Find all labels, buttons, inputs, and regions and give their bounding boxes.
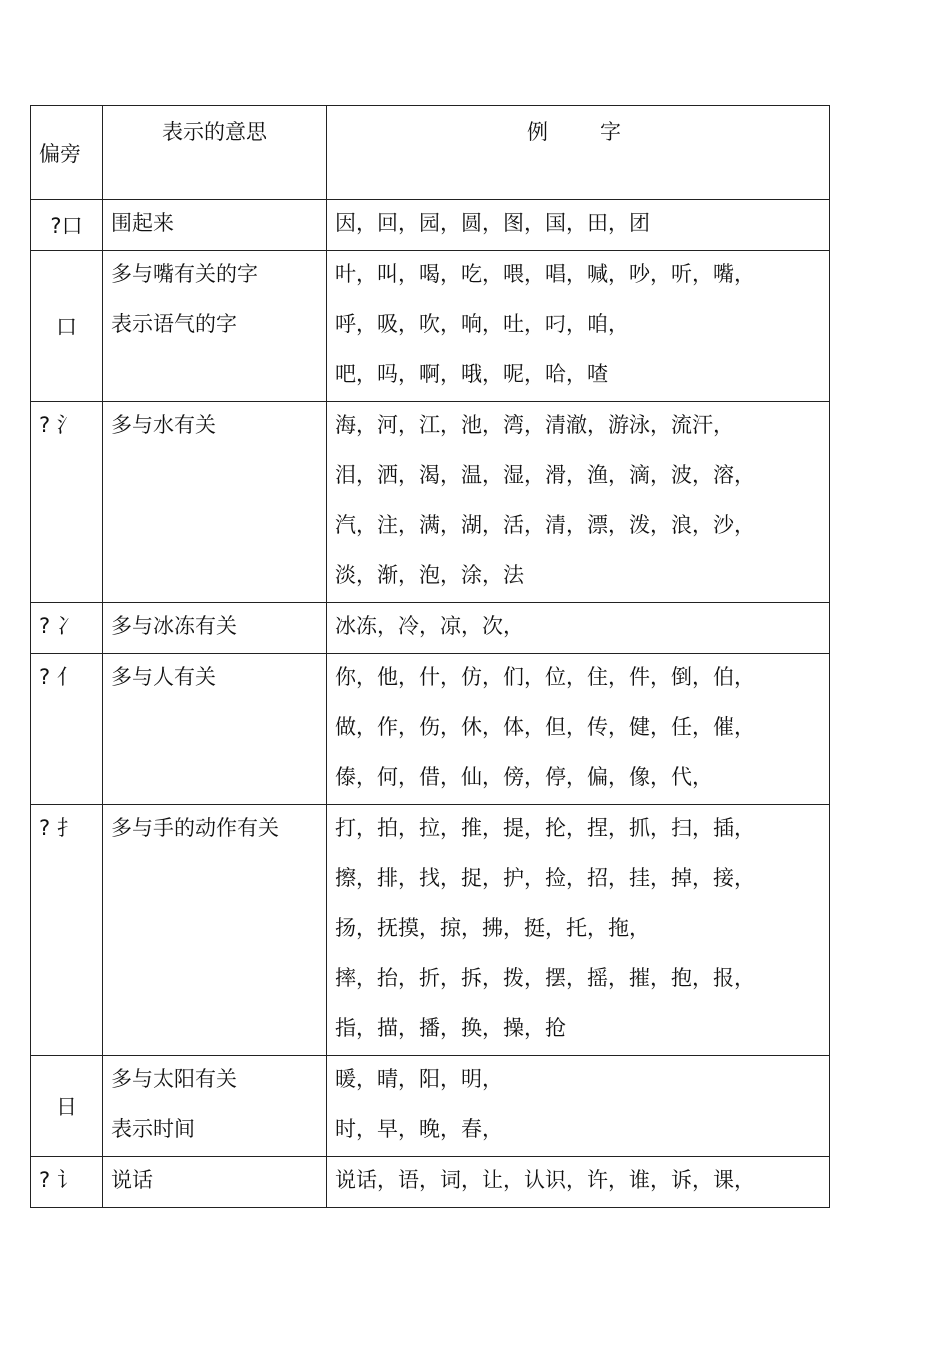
header-examples (327, 106, 830, 200)
table-row (31, 805, 830, 1056)
example-line: 汽，注，满，湖，活，清，漂，泼，浪，沙， (335, 513, 755, 537)
example-line: 冰冻，冷，凉，次， (335, 614, 524, 638)
examples-cell (327, 805, 830, 1056)
meaning-line: 多与太阳有关 (111, 1067, 237, 1091)
example-line: 吧，吗，啊，哦，呢，哈，喳 (335, 362, 608, 386)
meaning-cell (103, 402, 327, 603)
table-row (31, 654, 830, 805)
table-row (31, 1056, 830, 1157)
example-line: 傣，何，借，仙，傍，停，偏，像，代， (335, 765, 713, 789)
meaning-line: 多与手的动作有关 (111, 816, 279, 840)
header-meaning: 表示的意思 (103, 106, 327, 200)
examples-cell (327, 200, 830, 251)
table-row (31, 402, 830, 603)
examples-cell (327, 1056, 830, 1157)
radical-cell (31, 805, 103, 1056)
meaning-line: 多与冰冻有关 (111, 614, 237, 638)
meaning-cell (103, 251, 327, 402)
radical-label: ? 亻 (39, 665, 78, 689)
radical-label: ? 扌 (39, 816, 78, 840)
radical-cell (31, 1056, 103, 1157)
radical-cell (31, 200, 103, 251)
example-line: 暖，晴，阳，明， (335, 1067, 503, 1091)
radical-cell (31, 1157, 103, 1208)
meaning-cell (103, 805, 327, 1056)
example-line: 扬，抚摸，掠，拂，挺，托，拖， (335, 916, 650, 940)
radical-cell (31, 654, 103, 805)
example-line: 海，河，江，池，湾，清澈，游泳，流汗， (335, 413, 734, 437)
examples-cell (327, 603, 830, 654)
example-line: 擦，排，找，捉，护，捡，招，挂，掉，接， (335, 866, 755, 890)
radical-label: 口 (56, 315, 77, 339)
meaning-cell (103, 200, 327, 251)
meaning-line: 多与水有关 (111, 413, 216, 437)
meaning-cell (103, 603, 327, 654)
examples-cell (327, 654, 830, 805)
examples-cell (327, 1157, 830, 1208)
meaning-line: 围起来 (111, 211, 174, 235)
table-body (31, 200, 830, 1208)
example-line: 呼，吸，吹，响，吐，叼，咱， (335, 312, 629, 336)
radical-table (30, 105, 830, 1208)
meaning-line: 多与嘴有关的字 (111, 262, 258, 286)
header-example-b: 字 (600, 120, 621, 144)
example-line: 做，作，伤，休，体，但，传，健，任，催， (335, 715, 755, 739)
example-line: 因，回，园，圆，图，国，田，团 (335, 211, 650, 235)
radical-label: 日 (56, 1095, 77, 1119)
header-radical: 偏旁 (31, 106, 103, 200)
header-example-a: 例 (527, 120, 548, 144)
header-row (31, 106, 830, 200)
example-line: 泪，洒，渴，温，湿，滑，渔，滴，波，溶， (335, 463, 755, 487)
example-line: 说话，语，词，让，认识，许，谁，诉，课， (335, 1168, 755, 1192)
radical-label: ? 氵 (39, 413, 78, 437)
meaning-line: 说话 (111, 1168, 153, 1192)
meaning-cell (103, 1157, 327, 1208)
table-row (31, 603, 830, 654)
examples-cell (327, 251, 830, 402)
table-row (31, 1157, 830, 1208)
meaning-line: 表示语气的字 (111, 312, 237, 336)
radical-cell (31, 251, 103, 402)
example-line: 你，他，什，仿，们，位，住，件，倒，伯， (335, 665, 755, 689)
example-line: 指，描，播，换，操，抢 (335, 1016, 566, 1040)
example-line: 摔，抬，折，拆，拨，摆，摇，摧，抱，报， (335, 966, 755, 990)
radical-label: ?口 (50, 214, 83, 238)
meaning-line: 表示时间 (111, 1117, 195, 1141)
radical-label: ? 冫 (39, 614, 78, 638)
meaning-cell (103, 654, 327, 805)
radical-label: ? 讠 (39, 1168, 78, 1192)
example-line: 打，拍，拉，推，提，抡，捏，抓，扫，插， (335, 816, 755, 840)
table-row (31, 251, 830, 402)
meaning-cell (103, 1056, 327, 1157)
examples-cell (327, 402, 830, 603)
example-line: 时，早，晚，春， (335, 1117, 503, 1141)
radical-cell (31, 603, 103, 654)
radical-cell (31, 402, 103, 603)
meaning-line: 多与人有关 (111, 665, 216, 689)
example-line: 淡，渐，泡，涂，法 (335, 563, 524, 587)
table-row (31, 200, 830, 251)
example-line: 叶，叫，喝，吃，喂，唱，喊，吵，听，嘴， (335, 262, 755, 286)
